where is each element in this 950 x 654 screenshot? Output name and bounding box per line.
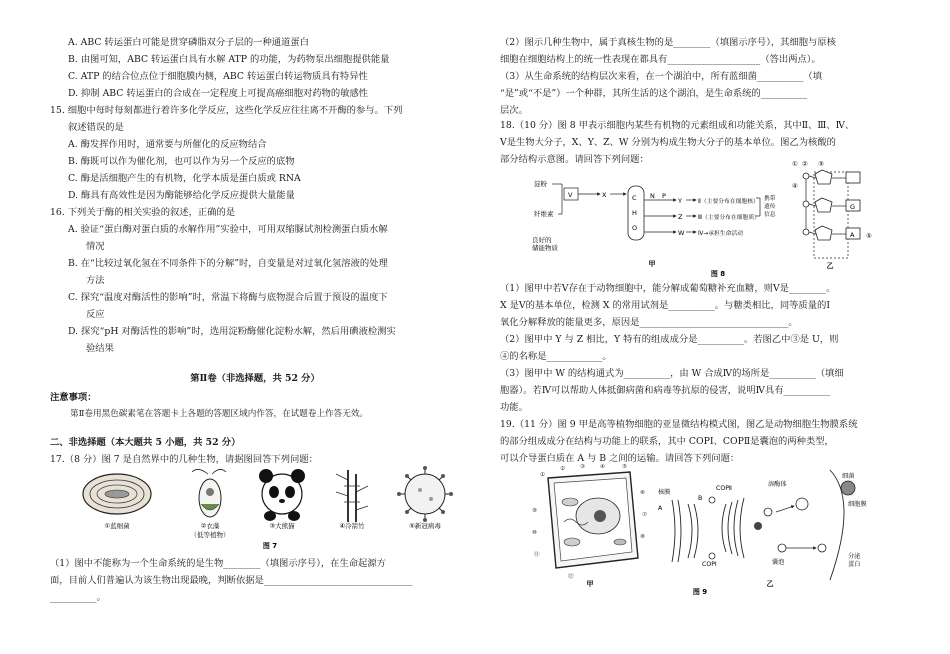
fig9-lysosome: 溶酶体 bbox=[768, 481, 787, 488]
svg-text:⑫: ⑫ bbox=[568, 574, 574, 580]
section-2-title: 第Ⅱ卷（非选择题，共 52 分） bbox=[190, 373, 320, 384]
fig9-bacteria: 细菌 bbox=[842, 473, 855, 480]
figure-7 bbox=[80, 466, 460, 552]
fig9-label-left: 甲 bbox=[586, 580, 594, 588]
q15-option-b: B. 酶既可以作为催化剂，也可以作为另一个反应的底物 bbox=[68, 156, 295, 167]
fig8-num-5: ⑤ bbox=[866, 232, 872, 240]
fig9-protein: 蛋白 bbox=[848, 561, 861, 568]
fig8-num-1: ① bbox=[792, 160, 798, 168]
svg-text:⑥: ⑥ bbox=[640, 490, 645, 496]
fig9-b: B bbox=[698, 495, 703, 502]
fig8-nucleic-acid bbox=[792, 160, 872, 270]
fig8-genetic: 遗传 bbox=[764, 204, 776, 210]
q14-option-c: C. ATP 的结合位点位于细胞膜内侧，ABC 转运蛋白转运物质具有特异性 bbox=[68, 71, 368, 82]
fig9-a: A bbox=[658, 505, 663, 512]
q16-option-c-cont: 反应 bbox=[86, 309, 105, 320]
svg-text:⑨: ⑨ bbox=[532, 508, 537, 514]
q16-option-b: B. 在“比较过氧化氢在不同条件下的分解”时，自变量是对过氧化氢溶液的处理 bbox=[68, 258, 388, 269]
q17-3-line-3: 层次。 bbox=[500, 105, 528, 116]
virus-illustration bbox=[397, 466, 453, 522]
fig8-iv: Ⅳ→承担生命活动 bbox=[698, 231, 743, 237]
q18-stem-2: Ⅴ是生物大分子，X、Y、Z、W 分别为构成生物大分子的基本单位。图乙为核酸的 bbox=[500, 137, 836, 148]
fig8-element-h: H bbox=[632, 209, 637, 217]
q15-stem: 15. 细胞中每时每刻都进行着许多化学反应，这些化学反应往往离不开酶的参与。下列 bbox=[50, 105, 403, 116]
fig8-info: 信息 bbox=[764, 212, 776, 218]
fig8-carry: 携带 bbox=[764, 196, 776, 202]
fig8-diagram-left bbox=[532, 179, 776, 278]
notice-title: 注意事项： bbox=[50, 392, 97, 403]
q18-2-line-1: （2）图甲中 Y 与 Z 相比，Y 特有的组成成分是__________。若图乙中③是 U，则 bbox=[500, 334, 839, 345]
fig8-label-left: 甲 bbox=[648, 260, 656, 268]
q18-3-line-3: 功能。 bbox=[500, 402, 528, 413]
fig7-label-2-note: （低等植物） bbox=[190, 531, 230, 539]
fig7-label-1: ①蓝细菌 bbox=[104, 522, 130, 530]
fig7-label-2: ②衣藻 bbox=[200, 522, 220, 530]
fig8-v: Ⅴ bbox=[568, 191, 573, 199]
fig8-num-3: ③ bbox=[818, 160, 824, 168]
q17-3-line-2: “是”或“不是”）一个种群，其所生活的这个湖泊，是生命系统的__________ bbox=[500, 88, 808, 99]
q17-1-line-2: 面，目前人们普遍认为该生物出现最晚，判断依据是________________________________ bbox=[50, 575, 413, 586]
q18-stem-1: 18.（10 分）图 8 甲表示细胞内某些有机物的元素组成和功能关系，其中Ⅱ、Ⅲ、Ⅳ、 bbox=[500, 120, 855, 131]
fig8-x: X bbox=[602, 191, 607, 199]
q18-stem-3: 部分结构示意图。请回答下列问题： bbox=[500, 154, 649, 165]
svg-text:①: ① bbox=[540, 472, 545, 478]
fig7-caption: 图 7 bbox=[262, 542, 278, 550]
q18-2-line-2: ④的名称是____________。 bbox=[500, 351, 612, 362]
fig8-element-c: C bbox=[632, 194, 637, 202]
fig8-n: N bbox=[650, 192, 655, 200]
fig9-copii: COPⅡ bbox=[716, 485, 732, 492]
fig8-num-4: ④ bbox=[792, 182, 798, 190]
fig8-starch: 淀粉 bbox=[534, 180, 547, 188]
panda-illustration bbox=[259, 469, 305, 521]
q15-option-d: D. 酶具有高效性是因为酶能够给化学反应提供大量能量 bbox=[68, 190, 295, 201]
q16-option-c: C. 探究“温度对酶活性的影响”时，常温下将酶与底物混合后置于预设的温度下 bbox=[68, 292, 388, 303]
part-2-title: 二、非选择题（本大题共 5 小题，共 52 分） bbox=[50, 437, 241, 448]
fig8-y: Y bbox=[678, 197, 682, 205]
q19-stem-1: 19.（11 分）图 9 甲是高等植物细胞的亚显微结构模式图，图乙是动物细胞生物膜系统 bbox=[500, 419, 858, 430]
q17-3-line-1: （3）从生命系统的结构层次来看，在一个湖泊中，所有蓝细菌__________（填 bbox=[500, 71, 823, 82]
chlamydomonas-illustration bbox=[192, 469, 226, 517]
svg-text:④: ④ bbox=[600, 464, 605, 470]
q16-option-a: A. 验证“蛋白酶对蛋白质的水解作用”实验中，可用双缩脲试剂检测蛋白质水解 bbox=[68, 224, 388, 235]
fig8-element-o: O bbox=[632, 224, 638, 232]
q15-stem-cont: 叙述错误的是 bbox=[68, 122, 124, 133]
fig8-storage-2: 储能物质 bbox=[532, 244, 558, 252]
fig9-label-right: 乙 bbox=[766, 580, 774, 588]
q15-option-a: A. 酶发挥作用时，通常要与所催化的反应物结合 bbox=[68, 139, 267, 150]
fig8-label-right: 乙 bbox=[826, 262, 834, 270]
svg-text:③: ③ bbox=[580, 464, 585, 470]
q18-3-line-2: 胞器）。若Ⅳ可以帮助人体抵御病菌和病毒等抗原的侵害，说明Ⅳ具有__________ bbox=[500, 385, 831, 396]
fig9-nucleus: 核膜 bbox=[658, 489, 671, 496]
q17-2-line-1: （2）图示几种生物中，属于真核生物的是________（填图示序号），其细胞与原核 bbox=[500, 37, 836, 48]
q17-stem: 17.（8 分）图 7 是自然界中的几种生物，请据图回答下列问题： bbox=[50, 454, 318, 465]
q16-option-b-cont: 方法 bbox=[86, 275, 105, 286]
figure-9 bbox=[530, 464, 900, 596]
fig8-base-g: G bbox=[850, 203, 856, 211]
q17-1-line-1: （1）图中不能称为一个生命系统的是生物________（填图示序号），在生命起源方 bbox=[50, 558, 386, 569]
fig8-storage-1: 良好的 bbox=[532, 236, 552, 244]
q14-option-d: D. 抑制 ABC 转运蛋白的合成在一定程度上可提高癌细胞对药物的敏感性 bbox=[68, 88, 369, 99]
svg-text:②: ② bbox=[560, 466, 565, 472]
fig9-membrane-system bbox=[658, 470, 867, 580]
q19-stem-2: 的部分组成成分在结构与功能上的联系，其中 COPⅠ、COPⅡ是囊泡的两种类型， bbox=[500, 436, 834, 447]
fig9-copi: COPⅠ bbox=[702, 561, 717, 568]
q16-option-d: D. 探究“pH 对酶活性的影响”时，选用淀粉酶催化淀粉水解，然后用碘液检测实 bbox=[68, 326, 396, 337]
svg-text:⑩: ⑩ bbox=[532, 530, 537, 536]
cyanobacteria-illustration bbox=[83, 474, 151, 514]
fig9-plant-cell bbox=[532, 464, 647, 580]
fig7-label-5: ⑤新冠病毒 bbox=[409, 522, 441, 530]
fig8-num-2: ② bbox=[802, 160, 808, 168]
notice-text: 第Ⅱ卷用黑色碳素笔在答题卡上各题的答题区域内作答，在试题卷上作答无效。 bbox=[70, 409, 369, 419]
q18-1-line-1: （1）图甲中若Ⅴ存在于动物细胞中，能分解成葡萄糖补充血糖，则Ⅴ是________。 bbox=[500, 283, 836, 294]
fig9-caption: 图 9 bbox=[692, 588, 708, 596]
q19-stem-3: 可以介导蛋白质在 A 与 B 之间的运输。请回答下列问题： bbox=[500, 453, 740, 464]
q18-3-line-1: （3）图甲中 W 的结构通式为__________，由 W 合成Ⅳ的场所是__________（填细 bbox=[500, 368, 844, 379]
fig8-base-a: A bbox=[850, 231, 855, 239]
q17-1-line-3: __________。 bbox=[50, 592, 106, 603]
fig8-caption: 图 8 bbox=[710, 270, 726, 278]
svg-text:⑦: ⑦ bbox=[642, 512, 647, 518]
fig7-label-3: ③大熊猫 bbox=[269, 522, 295, 530]
fig9-secreted: 分泌 bbox=[848, 553, 861, 560]
q14-option-a: A. ABC 转运蛋白可能是贯穿磷脂双分子层的一种通道蛋白 bbox=[68, 37, 309, 48]
q18-1-line-3: 氧化分解释放的能量更多，原因是________________________________。 bbox=[500, 317, 798, 328]
fig8-w: W bbox=[678, 229, 685, 237]
svg-text:⑧: ⑧ bbox=[640, 534, 645, 540]
q17-2-line-2: 细胞在细胞结构上的统一性表现在都具有____________________（答出两点）。 bbox=[500, 54, 821, 65]
fig8-p: P bbox=[662, 192, 666, 200]
fig8-z: Z bbox=[678, 213, 683, 221]
fig7-label-4: ④冷箭竹 bbox=[339, 522, 365, 530]
figure-8 bbox=[530, 158, 900, 280]
fig8-ii: Ⅱ（主要分布在细胞核） bbox=[698, 199, 759, 205]
fig9-vesicle: 囊泡 bbox=[772, 559, 785, 566]
svg-text:⑤: ⑤ bbox=[622, 464, 627, 470]
bamboo-illustration bbox=[336, 470, 368, 522]
q14-option-b: B. 由图可知，ABC 转运蛋白具有水解 ATP 的功能，为药物泵出细胞提供能量 bbox=[68, 54, 390, 65]
q16-option-d-cont: 验结果 bbox=[86, 343, 114, 354]
q15-option-c: C. 酶是活细胞产生的有机物，化学本质是蛋白质或 RNA bbox=[68, 173, 301, 184]
fig8-iii: Ⅲ（主要分布在细胞质） bbox=[698, 215, 760, 221]
svg-text:⑪: ⑪ bbox=[534, 552, 540, 558]
q16-stem: 16. 下列关于酶的相关实验的叙述，正确的是 bbox=[50, 207, 236, 218]
fig9-membrane: 细胞膜 bbox=[848, 501, 867, 508]
fig8-cellulose: 纤维素 bbox=[534, 210, 554, 218]
q16-option-a-cont: 情况 bbox=[86, 241, 105, 252]
q18-1-line-2: X 是Ⅴ的基本单位，检测 X 的常用试剂是__________。与糖类相比，同等质量的Ⅰ bbox=[500, 300, 830, 311]
